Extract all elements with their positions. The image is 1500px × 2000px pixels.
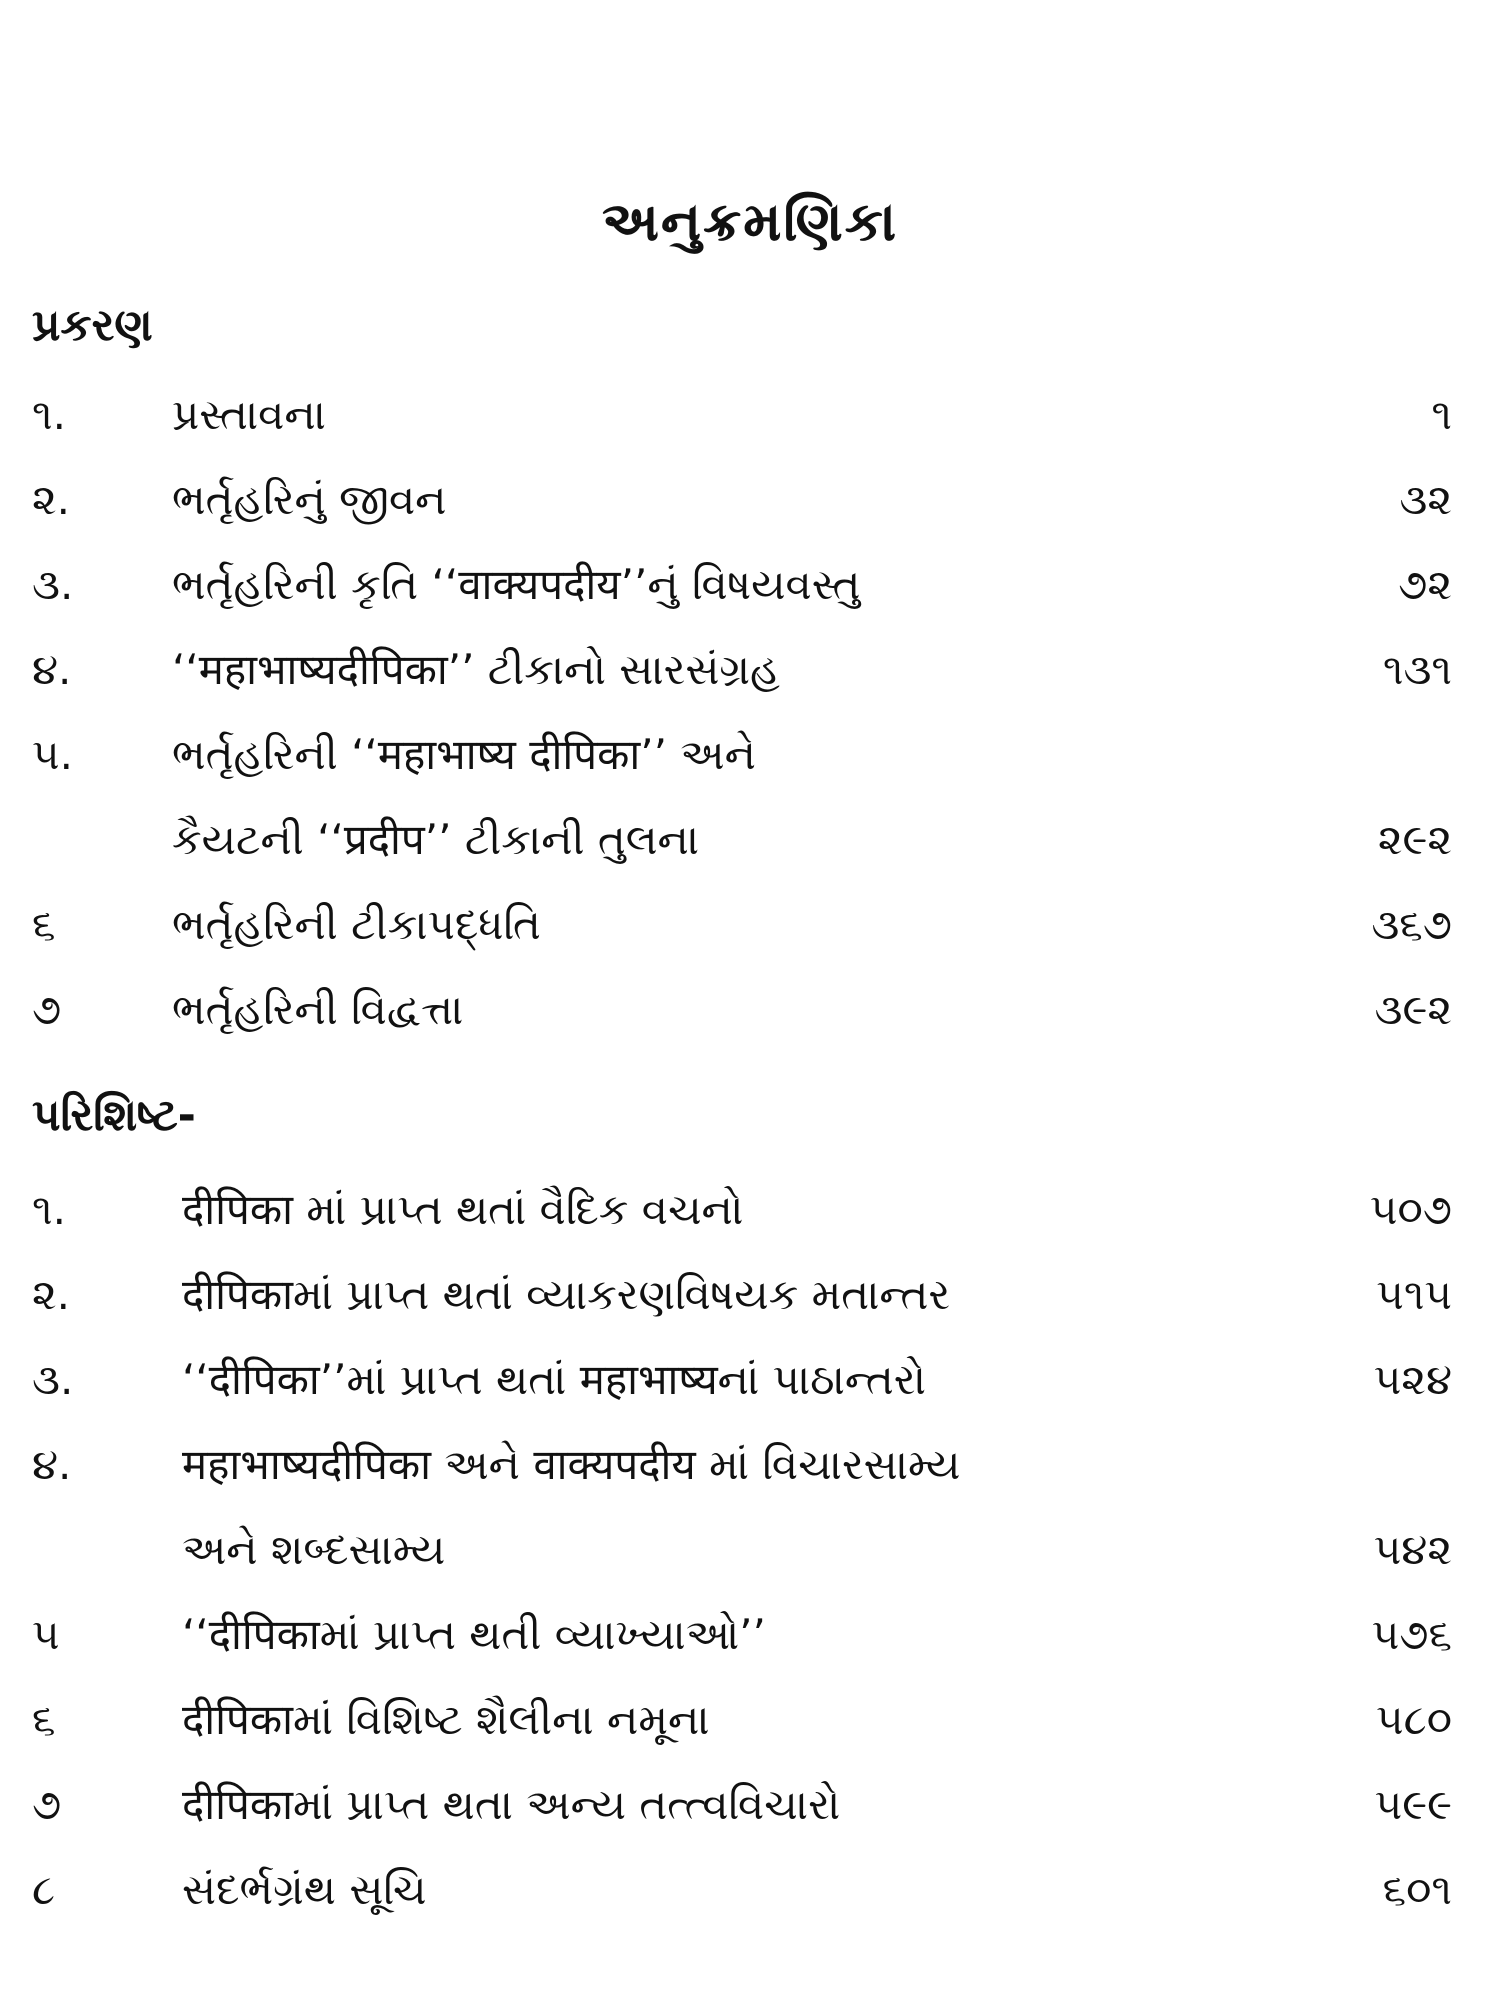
- toc-entry: [32, 720, 1452, 790]
- entry-page: ૫૨૪: [1373, 1355, 1452, 1404]
- toc-entry: [32, 550, 1452, 620]
- entry-number: ૬: [32, 1695, 56, 1744]
- entry-number: ૩.: [32, 560, 74, 609]
- entry-page: ૬૦૧: [1382, 1865, 1452, 1914]
- entry-title: કૈયટની ‘‘प्रदीप’’ ટીકાની તુલના: [172, 815, 700, 864]
- entry-page: ૩૯૨: [1374, 985, 1452, 1034]
- toc-entry: [32, 890, 1452, 960]
- toc-entry: [32, 1345, 1452, 1415]
- entry-page: ૩૬૭: [1371, 900, 1452, 949]
- page-title: અનુક્રમણિકા: [601, 190, 899, 253]
- entry-page: ૫૦૭: [1369, 1185, 1452, 1234]
- entry-title: ભર્તૃહરિની વિદ્વત્તા: [172, 985, 464, 1034]
- entry-page: ૫૧૫: [1376, 1270, 1452, 1319]
- entry-title: दीपिका માં પ્રાપ્ત થતાં વૈદિક વચનો: [182, 1185, 744, 1234]
- entry-number: ૩.: [32, 1355, 74, 1404]
- toc-entry: [32, 1685, 1452, 1755]
- entry-number: ૨.: [32, 1270, 71, 1319]
- toc-entry-continuation: [32, 1515, 1452, 1585]
- entry-number: ૧.: [32, 390, 66, 439]
- toc-entry: [32, 1600, 1452, 1670]
- toc-entry: [32, 1430, 1452, 1500]
- toc-entry: [32, 1175, 1452, 1245]
- entry-page: ૭૨: [1398, 560, 1452, 609]
- entry-page: ૫૮૦: [1376, 1695, 1452, 1744]
- entry-page: ૨૯૨: [1377, 815, 1452, 864]
- section-heading-prakaran: પ્રકરણ: [32, 300, 153, 351]
- entry-title: પ્રસ્તાવના: [172, 390, 326, 439]
- entry-title: અને શબ્દસામ્ય: [182, 1525, 446, 1574]
- entry-page: ૫૪૨: [1373, 1525, 1452, 1574]
- entry-title: दीपिकाમાં વિશિષ્ટ શૈલીના નમૂના: [182, 1695, 710, 1744]
- entry-page: ૩૨: [1399, 475, 1452, 524]
- entry-number: ૫: [32, 1610, 60, 1659]
- entry-page: ૫૯૯: [1374, 1780, 1452, 1829]
- toc-entry: [32, 465, 1452, 535]
- entry-title: ભર્તૃહરિની ‘‘महाभाष्य दीपिका’’ અને: [172, 730, 756, 779]
- entry-title: સંદર્ભગ્રંથ સૂચિ: [182, 1865, 427, 1914]
- entry-page: ૫૭૬: [1371, 1610, 1452, 1659]
- entry-number: ૪.: [32, 645, 72, 694]
- entry-number: ૭: [32, 1780, 62, 1829]
- toc-entry: [32, 380, 1452, 450]
- entry-title: ‘‘दीपिकाમાં પ્રાપ્ત થતી વ્યાખ્યાઓ’’: [182, 1610, 766, 1659]
- entry-number: ૭: [32, 985, 62, 1034]
- entry-number: ૧.: [32, 1185, 66, 1234]
- entry-page: ૧: [1431, 390, 1452, 439]
- entry-number: ૪.: [32, 1440, 72, 1489]
- toc-entry: [32, 1770, 1452, 1840]
- entry-title: दीपिकाમાં પ્રાપ્ત થતાં વ્યાકરણવિષયક મતાન્તર: [182, 1270, 951, 1319]
- toc-entry: [32, 1260, 1452, 1330]
- entry-title: ભર્તૃહરિની કૃતિ ‘‘वाक्यपदीय’’નું વિષયવસ્તુ: [172, 560, 861, 609]
- section-heading-parishisht: પરિશિષ્ટ-: [32, 1090, 196, 1141]
- entry-title: ભર્તૃહરિનું જીવન: [172, 475, 447, 524]
- entry-title: ‘‘दीपिका’’માં પ્રાપ્ત થતાં महाभाष्यનાં પાઠાન્તરો: [182, 1355, 926, 1404]
- entry-number: ૨.: [32, 475, 71, 524]
- entry-page: ૧૩૧: [1382, 645, 1452, 694]
- toc-entry-continuation: [32, 805, 1452, 875]
- entry-number: ૫.: [32, 730, 73, 779]
- toc-entry: [32, 635, 1452, 705]
- entry-title: ભર્તૃહરિની ટીકાપદ્ધતિ: [172, 900, 541, 949]
- entry-title: महाभाष्यदीपिका અને वाक्यपदीय માં વિચારસામ્ય: [182, 1440, 961, 1489]
- entry-title: ‘‘महाभाष्यदीपिका’’ ટીકાનો સારસંગ્રહ: [172, 645, 780, 694]
- entry-number: ૬: [32, 900, 56, 949]
- entry-number: ૮: [32, 1865, 56, 1914]
- toc-entry: [32, 1855, 1452, 1925]
- toc-entry: [32, 975, 1452, 1045]
- entry-title: दीपिकाમાં પ્રાપ્ત થતા અન્ય તત્ત્વવિચારો: [182, 1780, 841, 1829]
